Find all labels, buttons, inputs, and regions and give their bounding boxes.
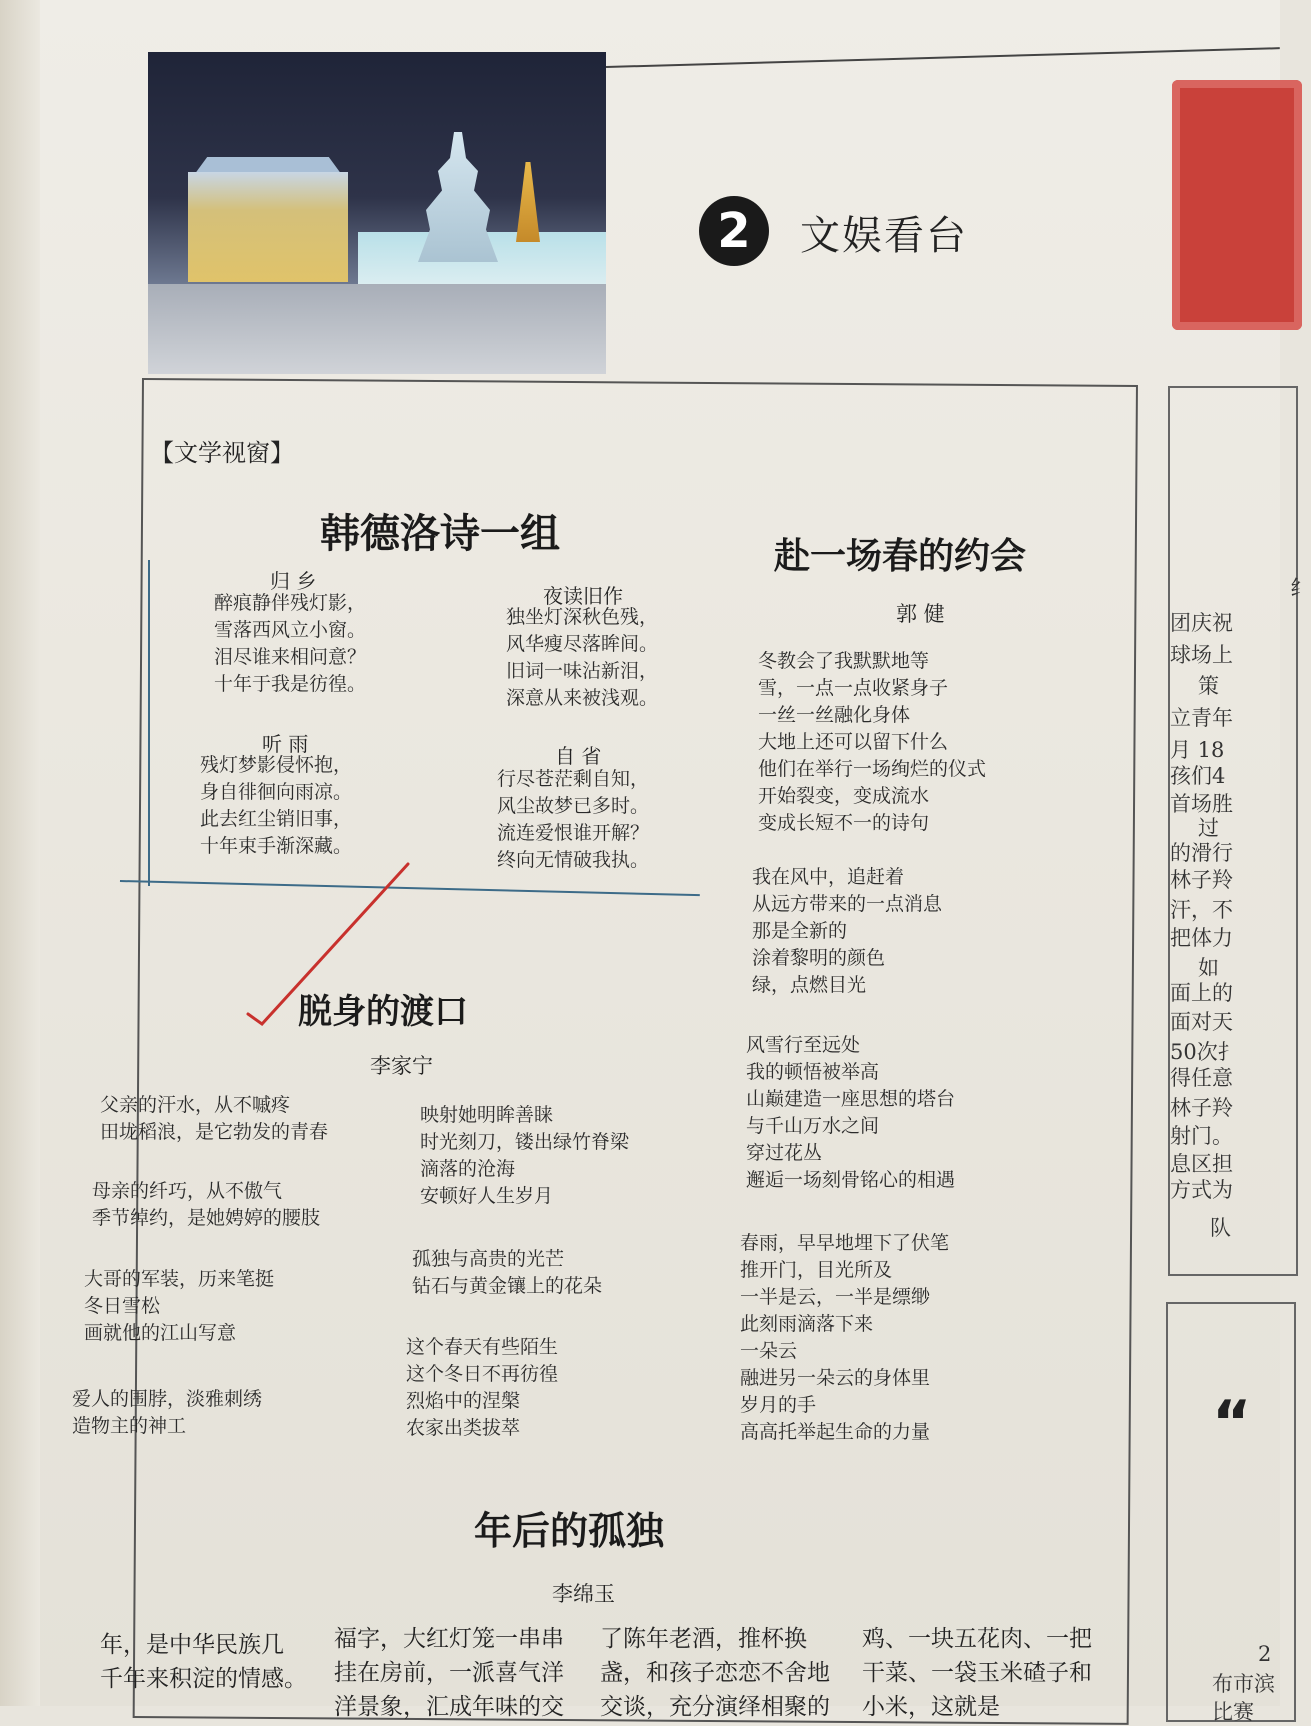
prose-line: 福字，大红灯笼一串串	[334, 1626, 564, 1652]
poem-line: 身自徘徊向雨凉。	[200, 781, 353, 803]
poem-title: 听 雨	[262, 732, 309, 756]
poem-line: 雪，一点一点收紧身子	[758, 677, 949, 699]
page-edge	[0, 0, 40, 1706]
cut-off-text-fragment: 的滑行	[1170, 841, 1233, 865]
ferry-stanza	[84, 1266, 274, 1347]
poem-line: 孤独与高贵的光芒	[412, 1248, 565, 1270]
poem-body	[200, 752, 352, 860]
ferry-poem-title: 脱身的渡口	[298, 992, 468, 1032]
poem-line: 一朵云	[740, 1340, 798, 1362]
poem-line: 十年束手渐深藏。	[200, 835, 353, 857]
prose-line: 洋景象，汇成年味的交	[334, 1694, 564, 1720]
ice-festival-photo	[148, 52, 606, 374]
poem-line: 画就他的江山写意	[84, 1322, 237, 1344]
poem-line: 此刻雨滴落下来	[740, 1313, 874, 1335]
poem-line: 父亲的汗水，从不嘁疼	[100, 1094, 291, 1116]
poem-line: 高高托举起生命的力量	[740, 1421, 931, 1443]
poem-line: 冬教会了我默默地等	[758, 650, 930, 672]
poem-line: 雪落西风立小窗。	[214, 619, 367, 641]
cut-off-text-fragment: 2	[1258, 1642, 1272, 1666]
poem-line: 他们在举行一场绚烂的仪式	[758, 758, 987, 780]
snow-ground	[148, 284, 606, 374]
ferry-poem-author: 李家宁	[370, 1054, 433, 1078]
section-name: 文娱看台	[800, 213, 968, 259]
poem-line: 变成长短不一的诗句	[758, 812, 930, 834]
cut-off-text-fragment: 如	[1198, 956, 1219, 980]
prose-line: 交谈，充分演绎相聚的	[600, 1694, 830, 1720]
poem-line: 我在风中，追赶着	[752, 866, 905, 888]
prose-line: 年，是中华民族几	[100, 1632, 284, 1658]
poem-line: 时光刻刀，镂出绿竹脊梁	[420, 1131, 630, 1153]
prose-line: 鸡、一块五花肉、一把	[862, 1626, 1092, 1652]
ice-pagoda	[418, 132, 498, 262]
cut-off-text-fragment: 把体力	[1170, 926, 1233, 950]
poem-line: 此去红尘销旧事，	[200, 808, 353, 830]
cut-off-text-fragment: 队	[1210, 1216, 1231, 1240]
poem-line: 这个春天有些陌生	[406, 1336, 559, 1358]
poem-line: 风雪行至远处	[746, 1034, 861, 1056]
poem-line: 岁月的手	[740, 1394, 817, 1416]
cut-off-text-fragment: 策	[1198, 674, 1219, 698]
column-tag: 【文学视窗】	[150, 439, 294, 467]
cut-off-text-fragment: 方式为	[1170, 1178, 1233, 1202]
poem-line: 残灯梦影侵怀抱，	[200, 754, 353, 776]
cut-off-text-fragment: 立青年	[1170, 706, 1233, 730]
poem-line: 季节绰约，是她娉婷的腰肢	[92, 1207, 321, 1229]
poem-line: 烈焰中的涅槃	[406, 1390, 521, 1412]
poem-line: 大地上还可以留下什么	[758, 731, 949, 753]
poem-line: 风华瘦尽落眸间。	[506, 633, 659, 655]
poem-line: 从远方带来的一点消息	[752, 893, 943, 915]
poem-title: 自 省	[555, 744, 602, 768]
essay-column	[862, 1622, 1092, 1724]
header-rule	[606, 47, 1280, 68]
cut-off-text-fragment: 林子羚	[1170, 1096, 1233, 1120]
poem-line: 大哥的军装，历来笔挺	[84, 1268, 275, 1290]
poem-line: 深意从来被浅观。	[506, 687, 659, 709]
spring-stanza	[746, 1032, 955, 1194]
poem-line: 造物主的神工	[72, 1415, 187, 1437]
poem-line: 流连爱恨谁开解？	[497, 822, 650, 844]
spring-stanza	[758, 648, 986, 837]
poem-line: 融进另一朵云的身体里	[740, 1367, 931, 1389]
ice-temple	[188, 172, 348, 282]
poem-line: 开始裂变，变成流水	[758, 785, 930, 807]
poem-line: 田垅稻浪，是它勃发的青春	[100, 1121, 329, 1143]
poem-line: 冬日雪松	[84, 1295, 161, 1317]
poem-frame-line	[148, 560, 150, 886]
prose-line: 挂在房前，一派喜气洋	[334, 1660, 564, 1686]
quote-mark: “	[1212, 1388, 1252, 1458]
poem-line: 春雨，早早地埋下了伏笔	[740, 1232, 950, 1254]
red-seal-logo	[1172, 80, 1302, 330]
han-poems-title: 韩德洛诗一组	[320, 510, 560, 557]
spring-stanza	[740, 1230, 949, 1446]
ice-tower	[516, 162, 540, 242]
cut-off-text-fragment: 50次扌	[1170, 1040, 1239, 1064]
poem-line: 爱人的围脖，淡雅刺绣	[72, 1388, 263, 1410]
cut-off-text-fragment: 团庆祝	[1170, 611, 1233, 635]
cut-off-text-fragment: 比赛	[1212, 1700, 1254, 1724]
poem-line: 那是全新的	[752, 920, 848, 942]
poem-line: 行尽苍茫剩自知，	[497, 768, 650, 790]
poem-body	[214, 590, 366, 698]
poem-line: 十年于我是彷徨。	[214, 673, 367, 695]
spring-stanza	[752, 864, 942, 999]
cut-off-text-fragment: 林子羚	[1170, 868, 1233, 892]
poem-line: 安顿好人生岁月	[420, 1185, 554, 1207]
adjacent-article-box	[1166, 1302, 1296, 1722]
section-number-badge: 2	[699, 196, 769, 266]
prose-line: 千年来积淀的情感。	[100, 1666, 307, 1692]
cut-off-text-fragment: 息区担	[1170, 1152, 1233, 1176]
poem-body	[506, 604, 658, 712]
essay-column	[334, 1622, 564, 1724]
poem-title: 归 乡	[270, 569, 317, 593]
adjacent-article-column	[1168, 386, 1311, 1276]
prose-line: 了陈年老酒，推杯换	[600, 1626, 807, 1652]
cut-off-text-fragment: 面上的	[1170, 981, 1233, 1005]
poem-line: 滴落的沧海	[420, 1158, 516, 1180]
prose-line: 盏，和孩子恋恋不舍地	[600, 1660, 830, 1686]
cut-off-text-fragment: 得任意	[1170, 1066, 1233, 1090]
poem-line: 泪尽谁来相问意？	[214, 646, 367, 668]
poem-line: 钻石与黄金镶上的花朵	[412, 1275, 603, 1297]
ferry-stanza	[72, 1386, 262, 1440]
poem-line: 绿，点燃目光	[752, 974, 867, 996]
poem-line: 一丝一丝融化身体	[758, 704, 911, 726]
poem-line: 母亲的纤巧，从不傲气	[92, 1180, 283, 1202]
cut-off-text-fragment: 面对天	[1170, 1010, 1233, 1034]
spring-poem-title: 赴一场春的约会	[774, 535, 1027, 577]
essay-title: 年后的孤独	[474, 1508, 665, 1553]
poem-line: 终向无情破我执。	[497, 849, 650, 871]
cut-off-text-fragment: 射门。	[1170, 1124, 1233, 1148]
cut-off-text-fragment: 纟	[1290, 576, 1311, 600]
cut-off-text-fragment: 球场上	[1170, 643, 1233, 667]
poem-line: 穿过花丛	[746, 1142, 823, 1164]
cut-off-text-fragment: 孩们4	[1170, 764, 1226, 788]
poem-line: 醉痕静伴残灯影，	[214, 592, 367, 614]
poem-line: 风尘故梦已多时。	[497, 795, 650, 817]
cut-off-text-fragment: 月 18	[1170, 738, 1225, 762]
cut-off-text-fragment: 汗，不	[1170, 898, 1233, 922]
poem-title: 夜读旧作	[543, 584, 623, 608]
poem-line: 这个冬日不再彷徨	[406, 1363, 559, 1385]
ferry-stanza	[406, 1334, 558, 1442]
prose-line: 小米，这就是	[862, 1694, 1000, 1720]
spring-poem-author: 郭 健	[896, 602, 945, 626]
poem-line: 旧词一味沾新泪，	[506, 660, 659, 682]
cut-off-text-fragment: 首场胜	[1170, 792, 1233, 816]
prose-line: 干菜、一袋玉米碴子和	[862, 1660, 1092, 1686]
poem-line: 独坐灯深秋色残，	[506, 606, 659, 628]
cut-off-text-fragment: 过	[1198, 816, 1219, 840]
poem-line: 与千山万水之间	[746, 1115, 880, 1137]
ferry-stanza	[412, 1246, 602, 1300]
poem-line: 农家出类拔萃	[406, 1417, 521, 1439]
poem-line: 一半是云，一半是缥缈	[740, 1286, 931, 1308]
cut-off-text-fragment: 布市滨	[1212, 1672, 1275, 1696]
poem-line: 山巅建造一座思想的塔台	[746, 1088, 956, 1110]
poem-line: 推开门，目光所及	[740, 1259, 893, 1281]
ferry-stanza	[420, 1102, 629, 1210]
ferry-stanza	[92, 1178, 320, 1232]
essay-author: 李绵玉	[552, 1582, 615, 1606]
poem-line: 映射她明眸善睐	[420, 1104, 554, 1126]
poem-line: 我的顿悟被举高	[746, 1061, 880, 1083]
poem-line: 邂逅一场刻骨铭心的相遇	[746, 1169, 956, 1191]
poem-line: 涂着黎明的颜色	[752, 947, 886, 969]
poem-body	[497, 766, 649, 874]
essay-column	[100, 1628, 307, 1696]
essay-column	[600, 1622, 830, 1724]
ferry-stanza	[100, 1092, 328, 1146]
